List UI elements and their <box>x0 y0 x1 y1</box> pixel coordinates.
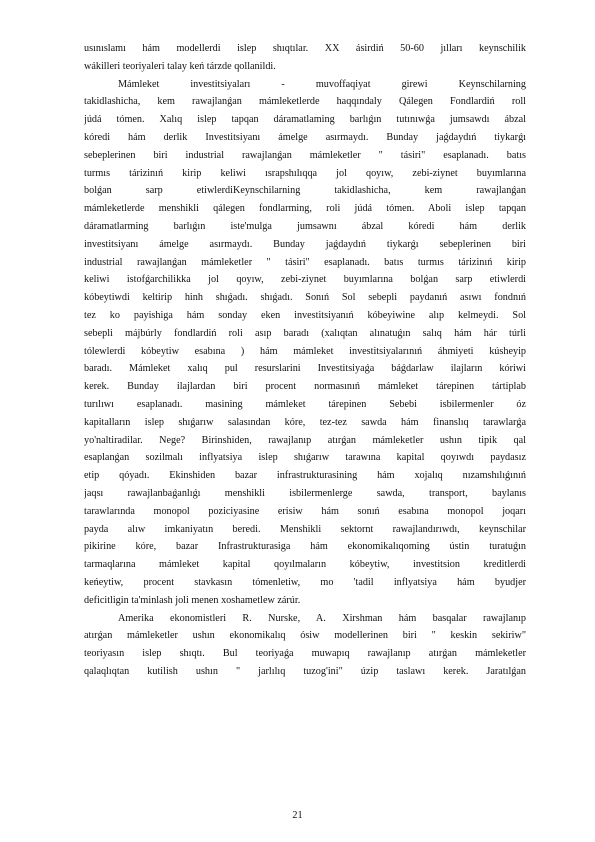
text-line: jaqsı rawajlanbaǵanlıǵı menshikli isbilermenlerge sawda, transport, baylanıs <box>84 487 526 499</box>
page-number: 21 <box>292 810 303 821</box>
text-line: teoriyasın islep shıqtı. Bul teoriyaǵa muwapıq rawajlanıp atırǵan mámleketler <box>84 648 526 660</box>
text-line: mámleketlerde menshikli qálegen fondlarming, roli júdá tómen. Aboli islep tapqan <box>84 203 526 215</box>
text-line: kóbeytiwdi keltirip hinh shıǵadı. shıǵadı. Sonıń Sol sebepli paydanıń asıwı fondnıń <box>84 292 526 304</box>
text-line: kapitalların islep shıǵarıw salasından kóre, tez-tez sawda hám finanslıq tarawlarǵa <box>84 416 526 428</box>
text-line: keńeytiw, procent stavkasın tómenletiw, mo 'tadil inflyatsiya hám byudjer <box>84 576 526 588</box>
text-line: tarawlarında monopol poziciyasine erisiw hám sonıń esabına monopol joqarı <box>84 505 526 517</box>
text-line: investitsiyanı ámelge asırmaydı. Bunday jaǵdaydıń tiykarǵı sebeplerinen biri <box>84 238 526 250</box>
text-line: dáramatlarming barlıǵın iste'mulga jumsawnı ábzal kóredi hám derlik <box>84 220 526 232</box>
text-line: atırǵan mámleketler ushın ekonomikalıq ósiw modellerinen biri " keskin sekiriw" <box>84 630 526 642</box>
text-line: sebeplerinen biri industrial rawajlanǵan mámleketler " tásiri" esaplanadı. batıs <box>84 149 526 161</box>
text-line: tarmaqlarına mámleket kapital qoyılmaların kóbeytiw, investitsion kreditlerdi <box>84 559 526 571</box>
text-line: bolǵan sarp etiwlerdiKeynschilarning takidlashicha, kem rawajlanǵan <box>84 185 526 197</box>
text-line: industrial rawajlanǵan mámleketler " tásiri" esaplanadı. batıs turmıs tárizinıń kirip <box>84 256 526 268</box>
text-line: júdá tómen. Xalıq islep tapqan dáramatlaming barlıǵın tutınıwǵa jumsawdı ábzal <box>84 114 526 126</box>
text-line: tólewlerdi kóbeytiw esabına ) hám mámleket investitsiyalarınıń áhmiyeti kúsheyip <box>84 345 526 357</box>
text-line: esaplanǵan sozilmalı inflyatsiya islep shıǵarıw tarawına kapital qoyıwdı paydasız <box>84 452 526 464</box>
text-line: kerek. Bunday ilajlardan biri procent normasınıń mámleket tárepinen tártiplab <box>84 381 526 393</box>
text-line: Amerika ekonomistleri R. Nurske, A. Xirshman hám basqalar rawajlanıp <box>118 612 526 624</box>
body-text <box>84 40 526 681</box>
text-line: payda alıw imkaniyatın beredi. Menshikli sektornt rawajlandırıwdı, keynschilar <box>84 523 526 535</box>
text-line: sebepli májbúrly fondlardiń roli asıp baradı (xalıqtan alınatuǵın salıq hám hár túrli <box>84 327 526 339</box>
text-line: pikirine kóre, bazar Infrastrukturasiga hám ekonomikalıqoming ústin turatuǵın <box>84 541 526 553</box>
text-line: keliwi istofǵarchilikka jol qoyıw, zebi-ziynet buyımlarına bolǵan sarp etiwlerdi <box>84 274 526 286</box>
text-line: kóredi hám derlik Investitsiyanı ámelge asırmaydı. Bunday jaǵdaydıń tiykarǵı <box>84 131 526 143</box>
text-line: baradı. Mámleket xalıq pul resurslarini Investitsiyaǵa báǵdarlaw ilajların kóriwi <box>84 363 526 375</box>
text-line: deficitligin ta'minlash joli menen xoshametlew zárúr. <box>84 594 301 606</box>
text-line: Mámleket investitsiyaları - muvoffaqiyat girewi Keynschilarning <box>118 78 526 90</box>
text-line: yo'naltiradilar. Nege? Birinshiden, rawajlanıp atırǵan mámleketler ushın tipik qal <box>84 434 526 446</box>
text-line: turmıs tárizinıń kirip keliwi ısrapshılıqqa jol qoyıw, zebi-ziynet buyımlarına <box>84 167 526 179</box>
text-line: turılıwı esaplanadı. masining mámleket tárepinen Sebebi isbilermenler óz <box>84 398 526 410</box>
text-line: qalaqlıqtan kutilish ushın " jarlılıq tuzog'ini" úzip taslawı kerek. Jaratılǵan <box>84 665 526 677</box>
text-line: tez ko payishiga hám sonday eken investitsiyanıń kóbeyiwine alıp kelmeydi. Sol <box>84 309 526 321</box>
text-line: usınıslamı hám modellerdi islep shıqtılar. XX ásirdiń 50-60 jılları keynschilik <box>84 43 526 54</box>
text-line: wákilleri teoriyaleri talay keń tárzde qollanildi. <box>84 60 276 72</box>
text-line: takidlashicha, kem rawajlanǵan mámleketlerde haqqındaly Qálegen Fondlardiń roll <box>84 96 526 108</box>
text-line: etip qóyadı. Ekinshiden bazar infrastrukturasining hám xojalıq nızamshılıǵınıń <box>84 470 526 482</box>
